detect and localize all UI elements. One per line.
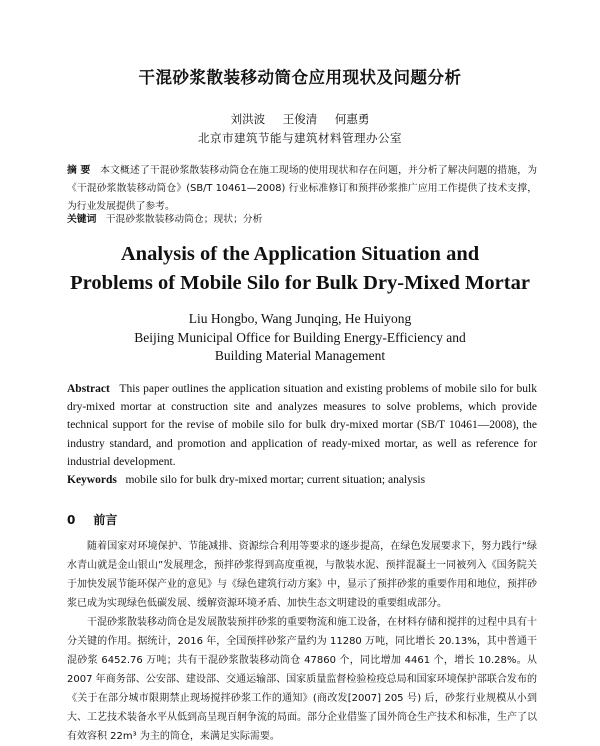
english-abstract-label: Abstract	[67, 383, 110, 395]
chinese-keywords	[67, 211, 537, 229]
chinese-keywords-label: 关键词	[67, 214, 97, 225]
english-keywords-text: mobile silo for bulk dry-mixed mortar; current situation; analysis	[125, 474, 426, 486]
english-affiliation-line1: Beijing Municipal Office for Building Energy-Efficiency and	[134, 330, 466, 345]
chinese-keywords-text: 干混砂浆散装移动筒仓；现状；分析	[105, 214, 263, 225]
english-keywords-label: Keywords	[67, 474, 117, 486]
chinese-abstract-text: 本文概述了干混砂浆散装移动筒仓在施工现场的使用现状和存在问题，并分析了解决问题的措施，为《干混砂浆散装移动筒仓》(SB/T 10461—2008) 行业标准修订和预拌砂浆推广应用工作提供了技术支撑，为行业发展提供了参考。	[67, 165, 538, 212]
english-affiliation-line2: Building Material Management	[214, 348, 386, 363]
chinese-abstract	[67, 162, 537, 216]
body-paragraph-2: 干混砂浆散装移动筒仓是发展散装预拌砂浆的重要物流和施工设备，在材料存储和搅拌的过程中具有十分关键的作用。据统计，2016 年，全国预拌砂浆产量约为 11280 万吨，同比增长 20.13%，其中普通干混砂浆 6452.76 万吨；共有干混砂浆散装移动筒仓 47860 个，同比增加 4461 个，增长 10.28%。从 2007 年商务部、公安部、建设部、交通运输部、国家质量监督检验检疫总局和国家环境保护部联合发布的《关于在部分城市限期禁止现场搅拌砂浆工作的通知》(商改发[2007] 205 号) 后，砂浆行业规模从小到大、工艺技术装备水平从低到高呈现百舸争流的局面。部分企业借鉴了国外筒仓生产技术和标准，生产了以有效容积 22m³ 为主的筒仓，来满足实际需要。	[67, 617, 537, 742]
english-title-line2: Problems of Mobile Silo for Bulk Dry-Mixed Mortar	[70, 272, 530, 294]
english-authors: Liu Hongbo, Wang Junqing, He Huiyong	[188, 311, 412, 326]
body-paragraph-1: 随着国家对环境保护、节能减排、资源综合利用等要求的逐步提高，在绿色发展要求下，努力践行“绿水青山就是金山银山”发展理念，预拌砂浆得到高度重视，与散装水泥、预拌混凝土一同被列入《国务院关于加快发展节能环保产业的意见》与《绿色建筑行动方案》中，显示了预拌砂浆的重要作用和地位，预拌砂浆已成为实现绿色低碳发展、缓解资源环境矛盾、加快生态文明建设的重要组成部分。	[67, 541, 537, 609]
chinese-authors: 刘洪波 王俊清 何惠勇	[230, 112, 370, 126]
section-number: 0	[67, 513, 76, 527]
section-heading	[67, 511, 117, 528]
english-keywords	[67, 471, 537, 489]
english-abstract-text: This paper outlines the application situation and existing problems of mobile silo for bulk dry-mixed mortar at construction site and analyzes measures to solve problems, which provide technical support for the revise of mobile silo for bulk dry-mixed mortar (SB/T 10461—2008), the industry standard, and promotion and application of ready-mixed mortar, as well as reference for industrial development.	[67, 383, 537, 468]
chinese-affiliation: 北京市建筑节能与建筑材料管理办公室	[198, 131, 402, 145]
chinese-title: 干混砂浆散装移动筒仓应用现状及问题分析	[138, 68, 462, 87]
english-abstract	[67, 380, 537, 471]
section-title: 前言	[93, 513, 118, 527]
english-title-line1: Analysis of the Application Situation and	[120, 243, 480, 265]
chinese-abstract-label: 摘 要	[67, 165, 91, 176]
